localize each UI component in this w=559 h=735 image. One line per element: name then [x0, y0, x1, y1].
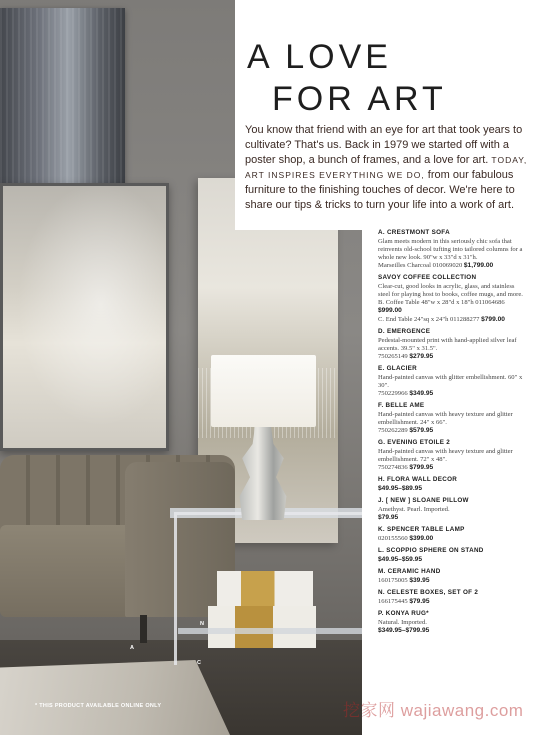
- product-entry: [378, 365, 528, 398]
- product-price-line: [378, 577, 528, 586]
- product-price: $799.95: [409, 463, 434, 471]
- product-entry: [378, 402, 528, 435]
- product-description: Pedestal-mounted print with hand-applied silver leaf accents. 39.5" x 31.5".: [378, 336, 517, 352]
- product-name: P. KONYA RUG*: [378, 610, 429, 617]
- product-sku: 160175005: [378, 576, 410, 584]
- product-name: K. SPENCER TABLE LAMP: [378, 526, 465, 533]
- page-title-line2: FOR ART: [272, 80, 447, 118]
- intro-text-2: from our fabulous furniture to the finishing touches of decor. We're here to share our tips & tricks to turn your life into a work of art.: [245, 169, 515, 211]
- product-sku: 750262289: [378, 426, 410, 434]
- artwork-glacier: [0, 183, 169, 451]
- end-table-shelf: [178, 628, 362, 634]
- product-sku: B. Coffee Table 48"w x 28"d x 18"h 011064686: [378, 298, 505, 306]
- product-price: $49.95–$89.95: [378, 484, 423, 492]
- product-entry: [378, 328, 528, 361]
- product-price-line: [378, 353, 528, 362]
- product-entry: [378, 229, 528, 270]
- intro-caps: TODAY, ART INSPIRES EVERYTHING WE DO,: [245, 155, 528, 180]
- product-price: $349.95–$799.95: [378, 626, 430, 634]
- product-price-line: [378, 464, 528, 473]
- product-entry: [378, 476, 528, 493]
- watermark: 挖家网 wajiawang.com: [343, 701, 524, 720]
- product-entry: [378, 497, 528, 522]
- product-name: G. EVENING ETOILE 2: [378, 439, 451, 446]
- product-price-line: [378, 535, 528, 544]
- product-description: Hand-painted canvas with heavy texture and glitter embellishment. 72" x 48".: [378, 447, 513, 463]
- product-price-line: [378, 598, 528, 607]
- product-price-line: [378, 262, 528, 271]
- product-description: Clear-cut, good looks in acrylic, glass, and stainless steel for playing host to books, coffee mugs, and more.: [378, 282, 523, 298]
- product-price-line: [378, 390, 528, 399]
- product-name: F. BELLE AME: [378, 402, 425, 409]
- sofa-leg: [140, 615, 147, 643]
- product-name: E. GLACIER: [378, 365, 418, 372]
- product-price: $999.00: [378, 307, 402, 314]
- celeste-box-small: [217, 571, 313, 611]
- product-entry: [378, 526, 528, 543]
- lamp-shade: [211, 355, 316, 427]
- product-price: $79.95: [409, 597, 430, 605]
- product-price-line: [378, 627, 528, 636]
- product-name: J. [ NEW ] SLOANE PILLOW: [378, 497, 469, 504]
- product-description: Hand-painted canvas with glitter embellishment. 60" x 30".: [378, 373, 523, 389]
- callout-label-n: N: [200, 621, 204, 627]
- product-price: $79.95: [378, 513, 399, 521]
- product-entry: [378, 439, 528, 472]
- product-sku: 750229966: [378, 389, 410, 397]
- product-name: N. CELESTE BOXES, SET OF 2: [378, 589, 479, 596]
- product-entry: [378, 610, 528, 635]
- product-sku: 750274836: [378, 463, 410, 471]
- product-sku: 750265149: [378, 352, 410, 360]
- product-description: Hand-painted canvas with heavy texture and glitter embellishment. 24" x 66".: [378, 410, 513, 426]
- product-price: $399.00: [409, 534, 434, 542]
- product-sku: Marseilles Charcoal 010069020: [378, 261, 464, 269]
- product-price: $49.95–$59.95: [378, 555, 423, 563]
- product-entry: [378, 547, 528, 564]
- page-title-line1: A LOVE: [247, 38, 392, 76]
- product-name: SAVOY COFFEE COLLECTION: [378, 274, 477, 281]
- celeste-box-large: [208, 606, 316, 648]
- artwork-evening-etoile: [0, 8, 125, 184]
- product-entry: [378, 568, 528, 585]
- product-description: Glam meets modern in this seriously chic sofa that reinvents old-school tufting into tailored columns for a whole new look. 90"w x 33"d x 31"h.: [378, 237, 523, 261]
- product-price-line: [378, 316, 528, 325]
- online-only-footnote: * THIS PRODUCT AVAILABLE ONLINE ONLY: [35, 703, 162, 709]
- product-description: Natural. Imported.: [378, 618, 427, 626]
- rug: [0, 660, 230, 735]
- intro-paragraph: [245, 123, 532, 213]
- product-sku: 020155560: [378, 534, 410, 542]
- product-price: $349.95: [409, 389, 434, 397]
- product-price-line: [378, 556, 528, 565]
- product-name: M. CERAMIC HAND: [378, 568, 441, 575]
- product-name: D. EMERGENCE: [378, 328, 431, 335]
- callout-label-a: A: [130, 645, 134, 651]
- product-price-line: [378, 485, 528, 494]
- product-list: [378, 229, 528, 639]
- product-price-line: [378, 427, 528, 436]
- product-price: $279.95: [409, 352, 434, 360]
- product-description: Amethyst. Pearl. Imported.: [378, 505, 450, 513]
- product-price: $579.95: [409, 426, 434, 434]
- intro-text-1: You know that friend with an eye for art that took years to cultivate? That's us. Back in 1979 we started off with a poster shop, a bunch of frames, and a love for art.: [245, 124, 523, 166]
- product-sku: C. End Table 24"sq x 24"h 011288277: [378, 315, 482, 323]
- callout-label-c: C: [197, 660, 201, 666]
- product-price-line: [378, 514, 528, 523]
- product-name: L. SCOPPIO SPHERE ON STAND: [378, 547, 484, 554]
- product-name: H. FLORA WALL DECOR: [378, 476, 458, 483]
- product-name: A. CRESTMONT SOFA: [378, 229, 450, 236]
- product-entry: [378, 589, 528, 606]
- product-entry: [378, 274, 528, 324]
- product-price: $799.00: [481, 315, 505, 323]
- product-price-line: [378, 299, 528, 316]
- product-price: $39.95: [409, 576, 430, 584]
- product-price: $1,799.00: [463, 261, 494, 269]
- product-sku: 166175445: [378, 597, 410, 605]
